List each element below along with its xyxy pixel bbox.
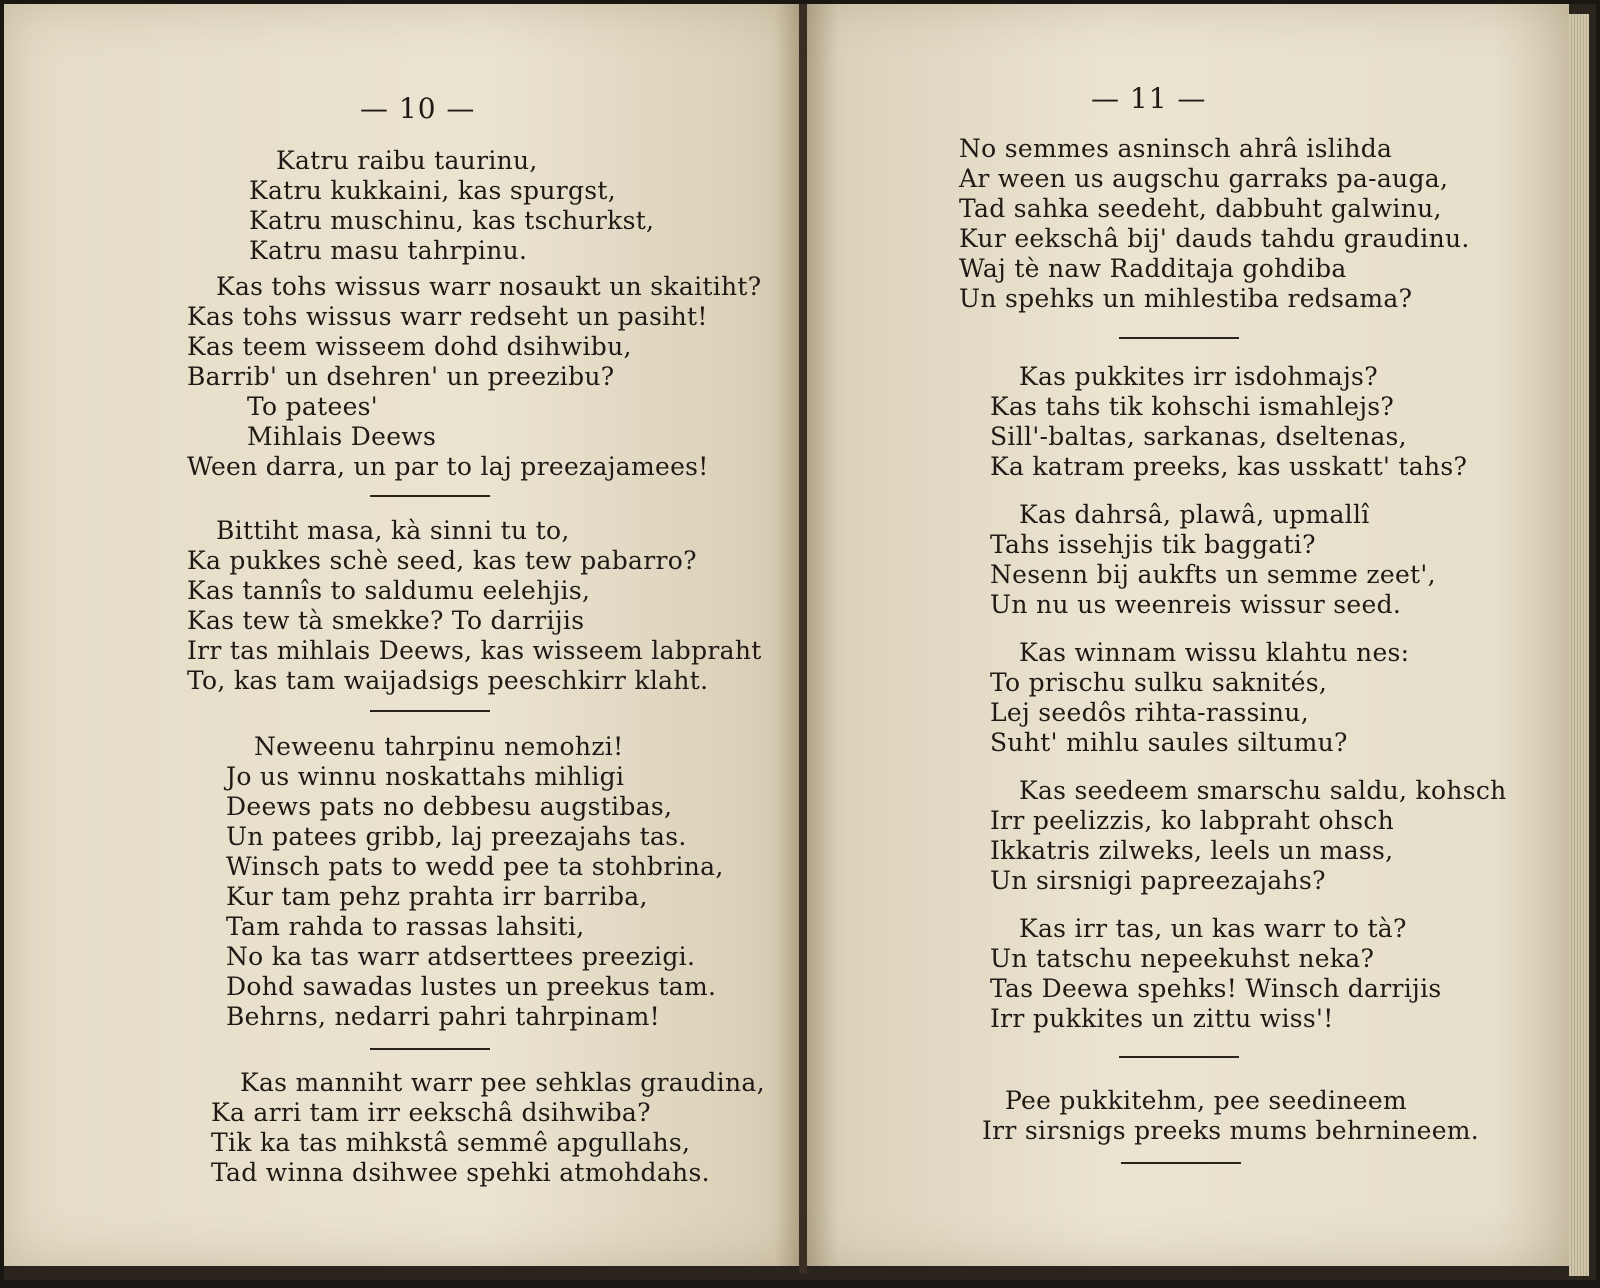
verse-line: Suht' mihlu saules siltumu? [990,728,1348,757]
verse-line: Winsch pats to wedd pee ta stohbrina, [226,852,724,881]
verse-line: Tahs issehjis tik baggati? [990,530,1316,559]
section-divider [1119,337,1239,339]
verse-line: Ikkatris zilweks, leels un mass, [990,836,1394,865]
verse-line: Kur tam pehz prahta irr barriba, [226,882,648,911]
section-divider [370,495,490,497]
verse-line: Ka katram preeks, kas usskatt' tahs? [990,452,1468,481]
verse-line: To patees' [247,392,378,421]
verse-line: Dohd sawadas lustes un preekus tam. [226,972,717,1001]
verse-line: Katru kukkaini, kas spurgst, [249,176,617,205]
left-page [4,4,799,1266]
verse-line: Ar ween us augschu garraks pa-auga, [959,164,1449,193]
verse-line: Kas irr tas, un kas warr to tà? [1019,914,1407,943]
section-divider [370,710,490,712]
verse-line: Ka pukkes schè seed, kas tew pabarro? [187,546,697,575]
verse-line: Kas tew tà smekke? To darrijis [187,606,585,635]
book-spread [4,4,1596,1280]
verse-line: Nesenn bij aukfts un semme zeet', [990,560,1436,589]
verse-line: Tas Deewa spehks! Winsch darrijis [990,974,1442,1003]
verse-line: Un patees gribb, laj preezajahs tas. [226,822,687,851]
verse-line: Lej seedôs rihta-rassinu, [990,698,1309,727]
verse-line: Tam rahda to rassas lahsiti, [226,912,585,941]
verse-line: Irr pukkites un zittu wiss'! [990,1004,1334,1033]
verse-line: Kas tohs wissus warr redseht un pasiht! [187,302,708,331]
verse-line: Deews pats no debbesu augstibas, [226,792,673,821]
verse-line: Kas tannîs to saldumu eelehjis, [187,576,591,605]
verse-line: Irr peelizzis, ko labpraht ohsch [990,806,1395,835]
verse-line: Sill'-baltas, sarkanas, dseltenas, [990,422,1407,451]
verse-line: Kas seedeem smarschu saldu, kohsch [1019,776,1507,805]
verse-line: Katru raibu taurinu, [276,146,538,175]
verse-line: Tad sahka seedeht, dabbuht galwinu, [959,194,1442,223]
verse-line: Kur eekschâ bij' dauds tahdu graudinu. [959,224,1470,253]
verse-line: Behrns, nedarri pahri tahrpinam! [226,1002,660,1031]
verse-line: Kas manniht warr pee sehklas graudina, [240,1068,765,1097]
page-number: — 10 — [360,92,476,125]
verse-line: Tik ka tas mihkstâ semmê apgullahs, [211,1128,691,1157]
verse-line: Waj tè naw Radditaja gohdiba [959,254,1347,283]
verse-line: Ween darra, un par to laj preezajamees! [187,452,709,481]
section-divider [1119,1056,1239,1058]
verse-line: Katru muschinu, kas tschurkst, [249,206,655,235]
section-divider [1121,1162,1241,1164]
section-divider [370,1048,490,1050]
verse-line: Barrib' un dsehren' un preezibu? [187,362,615,391]
verse-line: Ka arri tam irr eekschâ dsihwiba? [211,1098,651,1127]
verse-line: To prischu sulku saknités, [990,668,1328,697]
verse-line: Un sirsnigi papreezajahs? [990,866,1326,895]
verse-line: Un nu us weenreis wissur seed. [990,590,1402,619]
verse-line: Irr tas mihlais Deews, kas wisseem labpraht [187,636,762,665]
verse-line: Kas pukkites irr isdohmajs? [1019,362,1378,391]
verse-line: Kas winnam wissu klahtu nes: [1019,638,1410,667]
verse-line: Neweenu tahrpinu nemohzi! [254,732,624,761]
verse-line: Bittiht masa, kà sinni tu to, [216,516,570,545]
verse-line: Irr sirsnigs preeks mums behrnineem. [982,1116,1480,1145]
page-edges [1569,14,1589,1276]
verse-line: Jo us winnu noskattahs mihligi [226,762,625,791]
verse-line: Kas teem wisseem dohd dsihwibu, [187,332,632,361]
verse-line: To, kas tam waijadsigs peeschkirr klaht. [187,666,709,695]
verse-line: No semmes asninsch ahrâ islihda [959,134,1393,163]
verse-line: Kas tohs wissus warr nosaukt un skaitiht? [216,272,762,301]
verse-line: No ka tas warr atdserttees preezigi. [226,942,696,971]
verse-line: Un tatschu nepeekuhst neka? [990,944,1375,973]
book-gutter [799,4,807,1274]
verse-line: Pee pukkitehm, pee seedineem [1005,1086,1407,1115]
verse-line: Mihlais Deews [247,422,437,451]
right-page [807,4,1569,1266]
verse-line: Tad winna dsihwee spehki atmohdahs. [211,1158,710,1187]
verse-line: Kas tahs tik kohschi ismahlejs? [990,392,1395,421]
verse-line: Un spehks un mihlestiba redsama? [959,284,1413,313]
verse-line: Kas dahrsâ, plawâ, upmallî [1019,500,1370,529]
page-number: — 11 — [1091,82,1207,115]
verse-line: Katru masu tahrpinu. [249,236,528,265]
